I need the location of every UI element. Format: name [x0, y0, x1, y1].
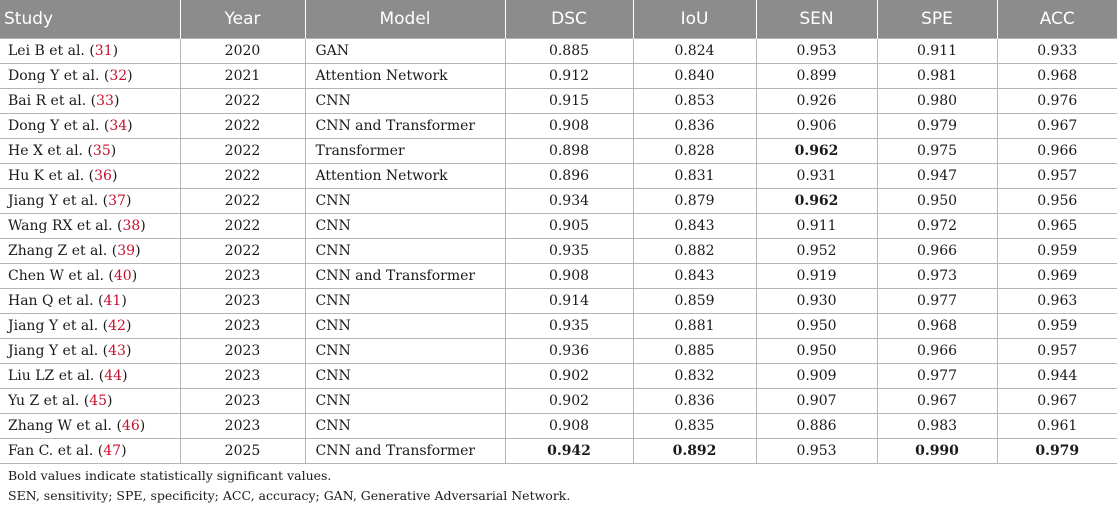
cell-iou: 0.836: [633, 388, 756, 413]
cell-year: 2022: [180, 213, 305, 238]
cell-dsc: 0.942: [505, 438, 633, 463]
cell-iou: 0.859: [633, 288, 756, 313]
study-author: Jiang Y et al. (: [8, 192, 109, 209]
cell-iou: 0.843: [633, 213, 756, 238]
reference-link[interactable]: 46: [121, 417, 140, 434]
table-row: [0, 88, 1117, 113]
study-author: Bai R et al. (: [8, 92, 97, 109]
cell-dsc: 0.936: [505, 338, 633, 363]
study-author: Han Q et al. (: [8, 292, 104, 309]
cell-sen: 0.931: [756, 163, 877, 188]
cell-dsc: 0.908: [505, 413, 633, 438]
cell-spe: 0.947: [877, 163, 997, 188]
study-author: Zhang Z et al. (: [8, 242, 118, 259]
cell-dsc: 0.914: [505, 288, 633, 313]
cell-model: CNN: [305, 88, 505, 113]
cell-spe: 0.967: [877, 388, 997, 413]
study-close-paren: ): [125, 342, 132, 359]
cell-iou: 0.835: [633, 413, 756, 438]
study-close-paren: ): [107, 392, 113, 409]
study-author: Dong Y et al. (: [8, 117, 110, 134]
header-study: Study: [0, 0, 180, 38]
cell-model: CNN: [305, 213, 505, 238]
reference-link[interactable]: 45: [89, 392, 108, 409]
study-close-paren: ): [125, 192, 132, 209]
table-row: [0, 163, 1117, 188]
table-row: [0, 388, 1117, 413]
study-close-paren: ): [139, 417, 146, 434]
cell-model: CNN and Transformer: [305, 438, 505, 463]
cell-model: Attention Network: [305, 63, 505, 88]
cell-acc: 0.963: [997, 288, 1117, 313]
cell-sen: 0.952: [756, 238, 877, 263]
reference-link[interactable]: 43: [108, 342, 126, 359]
footnote-bold: Bold values indicate statistically significant values.: [8, 468, 332, 483]
cell-dsc: 0.898: [505, 138, 633, 163]
cell-model: CNN: [305, 388, 505, 413]
cell-dsc: 0.905: [505, 213, 633, 238]
cell-dsc: 0.908: [505, 263, 633, 288]
cell-model: CNN: [305, 338, 505, 363]
table-row: [0, 238, 1117, 263]
cell-sen: 0.886: [756, 413, 877, 438]
study-author: Liu LZ et al. (: [8, 367, 105, 384]
cell-sen: 0.953: [756, 438, 877, 463]
cell-acc: 0.933: [997, 38, 1117, 63]
cell-acc: 0.944: [997, 363, 1117, 388]
cell-model: CNN: [305, 238, 505, 263]
reference-link[interactable]: 44: [104, 367, 123, 384]
cell-year: 2022: [180, 113, 305, 138]
study-author: Zhang W et al. (: [8, 417, 122, 434]
cell-study: [0, 113, 180, 138]
study-close-paren: ): [121, 292, 127, 309]
table-row: [0, 288, 1117, 313]
cell-iou: 0.881: [633, 313, 756, 338]
cell-year: 2021: [180, 63, 305, 88]
cell-model: CNN: [305, 413, 505, 438]
table-row: [0, 213, 1117, 238]
study-close-paren: ): [140, 217, 146, 234]
study-close-paren: ): [135, 242, 141, 259]
header-iou: IoU: [633, 0, 756, 38]
cell-study: [0, 63, 180, 88]
header-year: Year: [180, 0, 305, 38]
study-author: Jiang Y et al. (: [8, 317, 109, 334]
reference-link[interactable]: 41: [103, 292, 122, 309]
header-row: [0, 0, 1117, 38]
cell-study: [0, 138, 180, 163]
cell-sen: 0.926: [756, 88, 877, 113]
cell-iou: 0.892: [633, 438, 756, 463]
cell-year: 2020: [180, 38, 305, 63]
study-close-paren: ): [127, 67, 133, 84]
cell-spe: 0.973: [877, 263, 997, 288]
cell-dsc: 0.935: [505, 313, 633, 338]
cell-spe: 0.977: [877, 288, 997, 313]
reference-link[interactable]: 38: [122, 217, 141, 234]
study-close-paren: ): [122, 367, 128, 384]
cell-year: 2022: [180, 238, 305, 263]
cell-sen: 0.907: [756, 388, 877, 413]
cell-acc: 0.976: [997, 88, 1117, 113]
cell-acc: 0.969: [997, 263, 1117, 288]
header-dsc: DSC: [505, 0, 633, 38]
table-row: [0, 113, 1117, 138]
cell-acc: 0.957: [997, 338, 1117, 363]
cell-year: 2025: [180, 438, 305, 463]
cell-sen: 0.950: [756, 338, 877, 363]
cell-study: [0, 88, 180, 113]
table-row: [0, 413, 1117, 438]
study-close-paren: ): [113, 92, 120, 109]
cell-year: 2022: [180, 88, 305, 113]
cell-spe: 0.977: [877, 363, 997, 388]
cell-year: 2023: [180, 338, 305, 363]
study-close-paren: ): [112, 42, 119, 59]
cell-iou: 0.824: [633, 38, 756, 63]
cell-dsc: 0.902: [505, 388, 633, 413]
header-spe: SPE: [877, 0, 997, 38]
cell-model: CNN and Transformer: [305, 263, 505, 288]
table-row: [0, 263, 1117, 288]
cell-dsc: 0.902: [505, 363, 633, 388]
study-author: Chen W et al. (: [8, 267, 114, 284]
cell-spe: 0.981: [877, 63, 997, 88]
cell-acc: 0.959: [997, 313, 1117, 338]
reference-link[interactable]: 31: [94, 42, 113, 59]
cell-sen: 0.953: [756, 38, 877, 63]
study-author: Dong Y et al. (: [8, 67, 110, 84]
cell-year: 2023: [180, 413, 305, 438]
cell-model: GAN: [305, 38, 505, 63]
cell-spe: 0.966: [877, 338, 997, 363]
cell-spe: 0.972: [877, 213, 997, 238]
cell-dsc: 0.915: [505, 88, 633, 113]
footnote-abbreviations: SEN, sensitivity; SPE, specificity; ACC, accuracy; GAN, Generative Adversarial Network.: [8, 488, 571, 503]
reference-link[interactable]: 39: [117, 242, 136, 259]
study-author: Wang RX et al. (: [8, 217, 123, 234]
cell-sen: 0.962: [756, 188, 877, 213]
cell-study: [0, 363, 180, 388]
cell-iou: 0.832: [633, 363, 756, 388]
study-author: Hu K et al. (: [8, 167, 95, 184]
cell-sen: 0.899: [756, 63, 877, 88]
cell-study: [0, 163, 180, 188]
cell-year: 2023: [180, 263, 305, 288]
cell-dsc: 0.935: [505, 238, 633, 263]
reference-link[interactable]: 33: [96, 92, 114, 109]
cell-model: CNN: [305, 313, 505, 338]
cell-sen: 0.930: [756, 288, 877, 313]
cell-sen: 0.906: [756, 113, 877, 138]
cell-spe: 0.980: [877, 88, 997, 113]
cell-spe: 0.975: [877, 138, 997, 163]
cell-study: [0, 38, 180, 63]
cell-acc: 0.959: [997, 238, 1117, 263]
cell-model: Attention Network: [305, 163, 505, 188]
header-acc: ACC: [997, 0, 1117, 38]
cell-acc: 0.967: [997, 113, 1117, 138]
study-close-paren: ): [127, 117, 133, 134]
cell-model: Transformer: [305, 138, 505, 163]
study-author: Yu Z et al. (: [8, 392, 90, 409]
table-row: [0, 363, 1117, 388]
cell-study: [0, 313, 180, 338]
cell-study: [0, 413, 180, 438]
cell-acc: 0.961: [997, 413, 1117, 438]
study-close-paren: ): [125, 317, 132, 334]
cell-dsc: 0.885: [505, 38, 633, 63]
cell-spe: 0.968: [877, 313, 997, 338]
cell-sen: 0.919: [756, 263, 877, 288]
table-row: [0, 338, 1117, 363]
table-row: [0, 313, 1117, 338]
cell-acc: 0.957: [997, 163, 1117, 188]
study-close-paren: ): [111, 167, 118, 184]
cell-year: 2023: [180, 313, 305, 338]
study-author: Fan C. et al. (: [8, 442, 104, 459]
cell-iou: 0.828: [633, 138, 756, 163]
cell-model: CNN: [305, 288, 505, 313]
cell-spe: 0.911: [877, 38, 997, 63]
reference-link[interactable]: 47: [103, 442, 122, 459]
cell-study: [0, 338, 180, 363]
study-close-paren: ): [121, 442, 127, 459]
table-row: [0, 138, 1117, 163]
table-row: [0, 188, 1117, 213]
cell-study: [0, 388, 180, 413]
cell-spe: 0.950: [877, 188, 997, 213]
cell-spe: 0.966: [877, 238, 997, 263]
cell-spe: 0.979: [877, 113, 997, 138]
cell-acc: 0.965: [997, 213, 1117, 238]
cell-acc: 0.968: [997, 63, 1117, 88]
cell-study: [0, 438, 180, 463]
cell-study: [0, 188, 180, 213]
cell-model: CNN and Transformer: [305, 113, 505, 138]
cell-sen: 0.962: [756, 138, 877, 163]
reference-link[interactable]: 40: [113, 267, 132, 284]
cell-iou: 0.836: [633, 113, 756, 138]
cell-sen: 0.950: [756, 313, 877, 338]
table-footnotes: [0, 466, 570, 506]
table-row: [0, 38, 1117, 63]
reference-link[interactable]: 35: [92, 142, 111, 159]
cell-study: [0, 238, 180, 263]
reference-link[interactable]: 37: [108, 192, 126, 209]
reference-link[interactable]: 36: [94, 167, 112, 184]
cell-sen: 0.909: [756, 363, 877, 388]
cell-spe: 0.983: [877, 413, 997, 438]
cell-iou: 0.879: [633, 188, 756, 213]
study-author: Jiang Y et al. (: [8, 342, 109, 359]
table-row: [0, 438, 1117, 463]
cell-study: [0, 288, 180, 313]
cell-sen: 0.911: [756, 213, 877, 238]
cell-dsc: 0.934: [505, 188, 633, 213]
cell-year: 2023: [180, 363, 305, 388]
cell-iou: 0.840: [633, 63, 756, 88]
cell-spe: 0.990: [877, 438, 997, 463]
cell-study: [0, 263, 180, 288]
cell-iou: 0.831: [633, 163, 756, 188]
cell-year: 2022: [180, 188, 305, 213]
cell-acc: 0.967: [997, 388, 1117, 413]
cell-dsc: 0.908: [505, 113, 633, 138]
reference-link[interactable]: 32: [109, 67, 128, 84]
study-close-paren: ): [110, 142, 117, 159]
table-body: [0, 38, 1117, 463]
cell-year: 2023: [180, 288, 305, 313]
reference-link[interactable]: 42: [108, 317, 126, 334]
header-sen: SEN: [756, 0, 877, 38]
cell-iou: 0.885: [633, 338, 756, 363]
cell-study: [0, 213, 180, 238]
cell-year: 2022: [180, 138, 305, 163]
study-author: Lei B et al. (: [8, 42, 95, 59]
study-author: He X et al. (: [8, 142, 93, 159]
cell-iou: 0.882: [633, 238, 756, 263]
cell-year: 2022: [180, 163, 305, 188]
cell-model: CNN: [305, 188, 505, 213]
cell-model: CNN: [305, 363, 505, 388]
cell-acc: 0.956: [997, 188, 1117, 213]
cell-year: 2023: [180, 388, 305, 413]
cell-dsc: 0.896: [505, 163, 633, 188]
header-model: Model: [305, 0, 505, 38]
cell-iou: 0.853: [633, 88, 756, 113]
cell-dsc: 0.912: [505, 63, 633, 88]
cell-acc: 0.966: [997, 138, 1117, 163]
study-close-paren: ): [131, 267, 138, 284]
cell-iou: 0.843: [633, 263, 756, 288]
cell-acc: 0.979: [997, 438, 1117, 463]
reference-link[interactable]: 34: [109, 117, 128, 134]
table-row: [0, 63, 1117, 88]
